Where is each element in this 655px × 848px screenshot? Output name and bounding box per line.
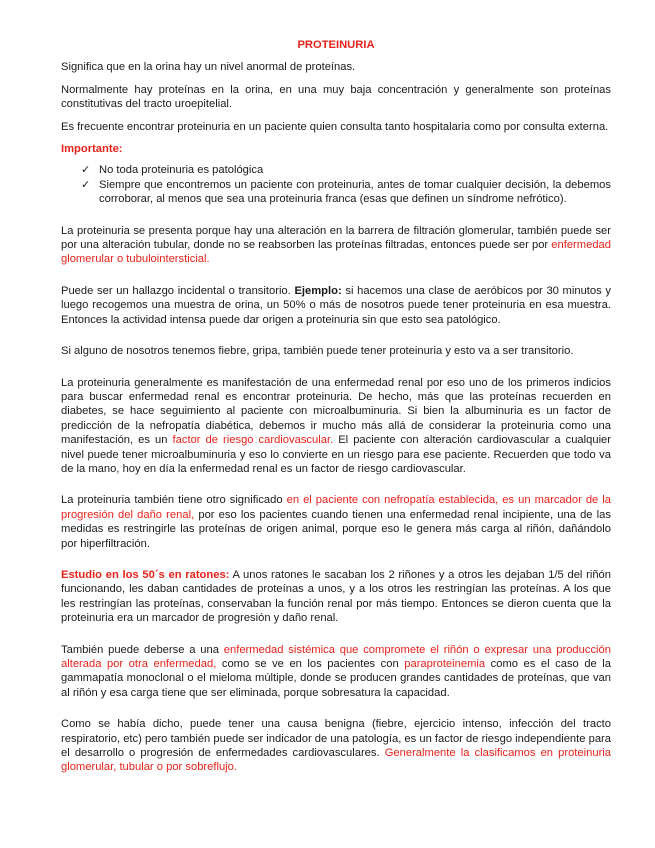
highlight-heading: Estudio en los 50´s en ratones: — [61, 568, 230, 581]
paragraph-filtration-barrier — [61, 224, 611, 267]
paragraph-progression-marker — [61, 493, 611, 551]
important-list — [61, 163, 611, 206]
highlight-text: Generalmente la clasificamos en proteinuria glomerular, tubular o por sobreflujo. — [61, 747, 611, 774]
text-span: por eso los pacientes cuando tienen una enfermedad renal incipiente, una de las medidas es restringirle las proteínas de origen animal, porque eso le genera más carga al riñón, dañándolo por hiperfiltración. — [61, 508, 611, 550]
highlight-text: factor de riesgo cardiovascular. — [172, 434, 334, 447]
text-span: El paciente con alteración cardiovascular a cualquier nivel puede tener microalbuminuria y eso lo convierte en un riesgo para ese paciente. Recuerden que todo va de la mano, hoy en día la enfermedad renal es un factor de riesgo cardiovascular. — [61, 434, 612, 475]
text-span: como es el caso de la gammapatía monoclonal o el mieloma múltiple, donde se producen grandes cantidades de proteínas, que van al riñón y esa carga tiene que ser eliminada, porque sobresatura la capacidad. — [61, 658, 612, 699]
paragraph-systemic-disease — [61, 643, 611, 701]
paragraph-fever: Si alguno de nosotros tenemos fiebre, gripa, también puede tener proteinuria y esto va a ser transitorio. — [61, 345, 574, 358]
text-span: si hacemos una clase de aeróbicos por 30 minutos y luego recogemos una muestra de orina, un 50% o más de nosotros puede tener proteinuria en esa muestra. Entonces la actividad intensa puede dar origen a proteinuria sin que esto sea patológico. — [61, 284, 611, 326]
paragraph-incidental — [61, 284, 611, 327]
list-item — [81, 163, 611, 177]
text-span: Puede ser un hallazgo incidental o transitorio. — [61, 284, 295, 297]
page-title: PROTEINURIA — [297, 39, 375, 51]
text-span: La proteinuria generalmente es manifestación de una enfermedad renal por eso uno de los primeros indicios para buscar enfermedad renal es encontrar proteinuria. De hecho, más que las proteínas recuerden en diabetes, se hace seguimiento al paciente con microalbuminuria. Si bien la albuminuria es un factor de predicción de la nefropatía diabética, debemos ir mucho más allá de considerar la proteinuria como una manifestación, es un — [61, 376, 611, 447]
text-span: A unos ratones le sacaban los 2 riñones y a otros les dejaban 1/5 del riñón funcionando, les daban cantidades de proteínas a unos, y a los otros les restringían las proteínas. A los que les restringían las proteínas, conservaban la función renal por más tiempo. Entonces se dieron cuenta que la proteinuria era un marcador de progresión y daño renal. — [61, 568, 611, 625]
text-span: Como se había dicho, puede tener una causa benigna (fiebre, ejercicio intenso, infección del tracto respiratorio, etc) pero también puede ser indicador de una patología, es un factor de riesgo independiente para el desarrollo o progresión de enfermedades cardiovasculares. — [61, 718, 611, 760]
paragraph-frequency: Es frecuente encontrar proteinuria en un paciente quien consulta tanto hospitalaria como por consulta externa. — [61, 120, 609, 133]
list-item-text: Siempre que encontremos un paciente con proteinuria, antes de tomar cualquier decisión, la debemos corroborar, al menos que sea una proteinuria franca (esas que definen un síndrome nefrótico). — [99, 178, 611, 206]
check-icon: ✓ — [81, 178, 91, 191]
text-span: También puede deberse a una — [61, 643, 224, 656]
list-item — [81, 178, 611, 207]
list-item-text: No toda proteinuria es patológica — [99, 164, 264, 177]
paragraph-definition: Significa que en la orina hay un nivel anormal de proteínas. — [61, 61, 356, 74]
check-icon: ✓ — [81, 164, 91, 177]
highlight-text: enfermedad sistémica que compromete el riñón o expresar una producción alterada por otra enfermedad, — [61, 643, 611, 670]
text-span: como se ve en los pacientes con — [216, 658, 405, 670]
document-page — [61, 38, 611, 783]
paragraph-renal-disease — [61, 376, 611, 477]
paragraph-mice-study — [61, 568, 611, 626]
highlight-text: paraproteinemia — [404, 658, 486, 670]
text-span: La proteinuria se presenta porque hay una alteración en la barrera de filtración glomerular, también puede ser por una alteración tubular, donde no se reabsorben las proteínas filtradas, entonces puede ser por — [61, 224, 611, 252]
bold-label: Ejemplo: — [294, 284, 342, 297]
paragraph-normal-proteins: Normalmente hay proteínas en la orina, en una muy baja concentración y generalmente son proteínas constitutivas del tracto uroepitelial. — [61, 83, 611, 111]
text-span: La proteinuria también tiene otro significado — [61, 494, 287, 507]
highlight-text: enfermedad glomerular o tubulointersticial. — [61, 239, 611, 266]
important-heading: Importante: — [61, 143, 123, 156]
paragraph-classification — [61, 717, 611, 775]
highlight-text: en el paciente con nefropatía establecida, es un marcador de la progresión del daño renal, — [61, 494, 612, 521]
